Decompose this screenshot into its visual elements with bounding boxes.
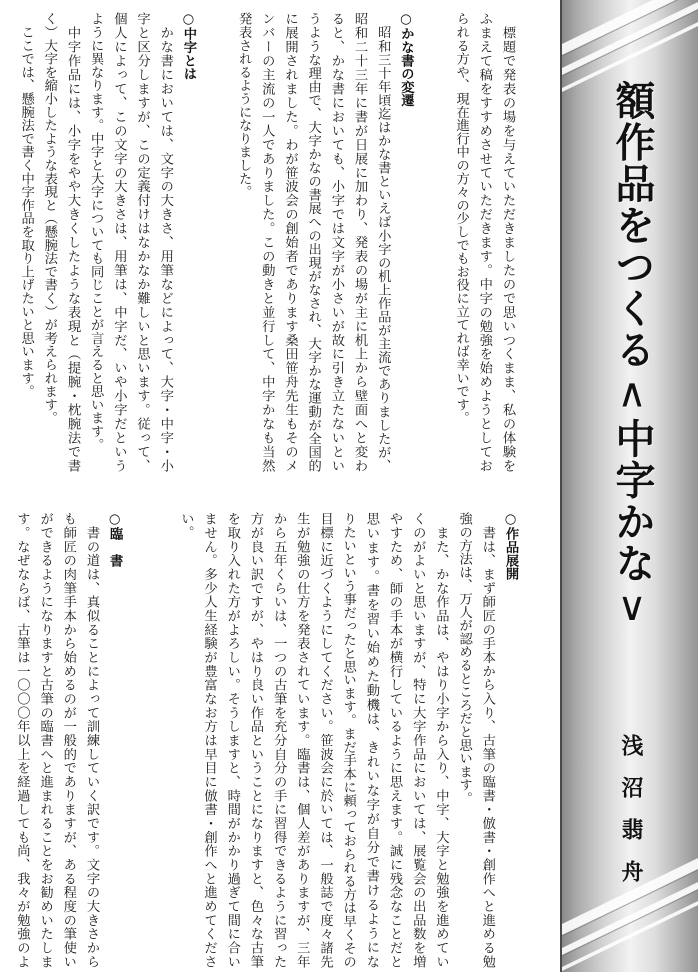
text-line: 書の道は、真似ることによって訓練していく訳です。文字の大きさから <box>84 512 99 968</box>
text-line: 目標に近づくようにしてください。笹波会に於いては、一般誌で度々諸先 <box>317 512 333 968</box>
text-line: も師匠の肉筆手本から始めるのが一般的でありますが、ある程度の筆使い <box>60 512 76 968</box>
text-line: 書は、まず師匠の手本から入り、古筆の臨書・倣書・創作へと進める勉 <box>479 512 495 968</box>
text-line: 生が勉強の仕方を発表されています。臨書は、個人差がありますが、三年 <box>294 512 310 968</box>
text-line: す。なぜならば、古筆は一〇〇〇年以上を経過しても尚、我々が勉強のよ <box>14 512 30 968</box>
title-subtitle: 中字かな <box>609 418 655 584</box>
text-line: 思います。書を習い始めた動機は、きれいな字が自分で書けるようにな <box>363 512 379 968</box>
section-heading: ○中字とは <box>180 12 196 81</box>
section-heading: ○臨 書 <box>107 512 123 567</box>
text-line: 昭和三十年頃迄はかな書といえば小字の机上作品が主流でありましたが、 <box>375 12 391 472</box>
text-line: 発表されるようになりました。 <box>236 12 252 199</box>
text-line: ンバーの主流の一人でありました。この動きと並行して、中字かなも当然 <box>259 12 275 472</box>
text-line: 標題で発表の場を与えていただきましたので思いつくまま、私の体験を <box>500 12 515 472</box>
text-line: ふまえて稿をすすめさせていただきます。中字の勉強を始めようとしてお <box>476 12 492 472</box>
text-line: くのがよいと思いますが、特に大字作品においては、展覧会の出品数を増 <box>410 512 426 968</box>
text-line: やすため、師の手本が横行しているように思えます。誠に残念なことだと <box>387 512 403 968</box>
title-close-bracket: ∨ <box>609 584 655 632</box>
text-line: に展開されました。わが笹波会の創始者であります桑田笹舟先生もそのメ <box>282 12 298 472</box>
stripe <box>562 0 698 55</box>
text-line: ができるようになりますと古筆の臨書へと進まれることをお勧めいたしま <box>37 512 53 968</box>
text-line: ません。多少人生経験が豊富なお方は早目に倣書・創作へと進めてくださ <box>201 512 217 968</box>
author-name: 浅沼翡舟 <box>618 734 643 902</box>
upper-text-block <box>14 12 519 472</box>
text-line: ると、かな書においても、小字では文字が小さいが故に引き立たないとい <box>328 12 344 472</box>
article-title <box>609 80 655 632</box>
title-banner <box>560 0 698 972</box>
stripe-edge <box>562 0 698 56</box>
text-line: を取り入れた方がよろしい。そうしますと、時間がかかり過ぎて間に合い <box>224 512 240 968</box>
stripe <box>562 901 698 971</box>
text-line: 個人によって、この文字の大きさは、用筆は、中字だ、いや小字だという <box>111 12 127 472</box>
text-line: 方が良い訳ですが、やはり良い作品ということになりますと、色々な古筆 <box>247 512 263 968</box>
text-line: く）大字を縮小したような表現と（懸腕法で書く）が考えられます。 <box>41 12 57 425</box>
text-line: 字と区分しますが、この定義付けはなかなか難しいと思います。従って、 <box>134 12 150 472</box>
text-line: ここでは、懸腕法で書く中字作品を取り上げたいと思います。 <box>18 12 34 398</box>
section-heading: ○作品展開 <box>503 512 518 581</box>
text-line: られる方や、現在進行中の方々の少しでもお役に立てれば幸いです。 <box>453 12 469 425</box>
text-line: また、かな作品は、やはり小字から入り、中字、大字と勉強を進めてい <box>433 512 449 968</box>
text-line: 昭和二十三年に書が日展に加わり、発表の場が主に机上から壁面へと変わ <box>352 12 368 472</box>
text-line: から五年くらいは、一つの古筆を充分自分の手に習得できるように習った <box>271 512 287 968</box>
text-line: 中字作品には、小字をやや大きくしたような表現と（提腕・枕腕法で書 <box>65 12 80 472</box>
text-line: うような理由で、大字かなの書展への出現がなされ、大字かな運動が全国的 <box>305 12 321 472</box>
title-open-bracket: ∧ <box>609 370 655 418</box>
lower-text-block <box>10 512 522 968</box>
title-main: 額作品をつくる <box>609 80 655 371</box>
text-line: りたいという事だったと思います。まだ手本に頼っておられる方は早くその <box>340 512 356 968</box>
text-line: ように異なります。中字と大字についても同じことが言えると思います。 <box>88 12 104 451</box>
section-heading: ○かな書の変遷 <box>398 12 414 107</box>
text-line: 強の方法は、万人が認めるところだと思います。 <box>456 512 472 805</box>
text-line: かな書においては、文字の大きさ、用筆などによって、大字・中字・小 <box>157 12 173 472</box>
text-line: い。 <box>178 512 194 539</box>
